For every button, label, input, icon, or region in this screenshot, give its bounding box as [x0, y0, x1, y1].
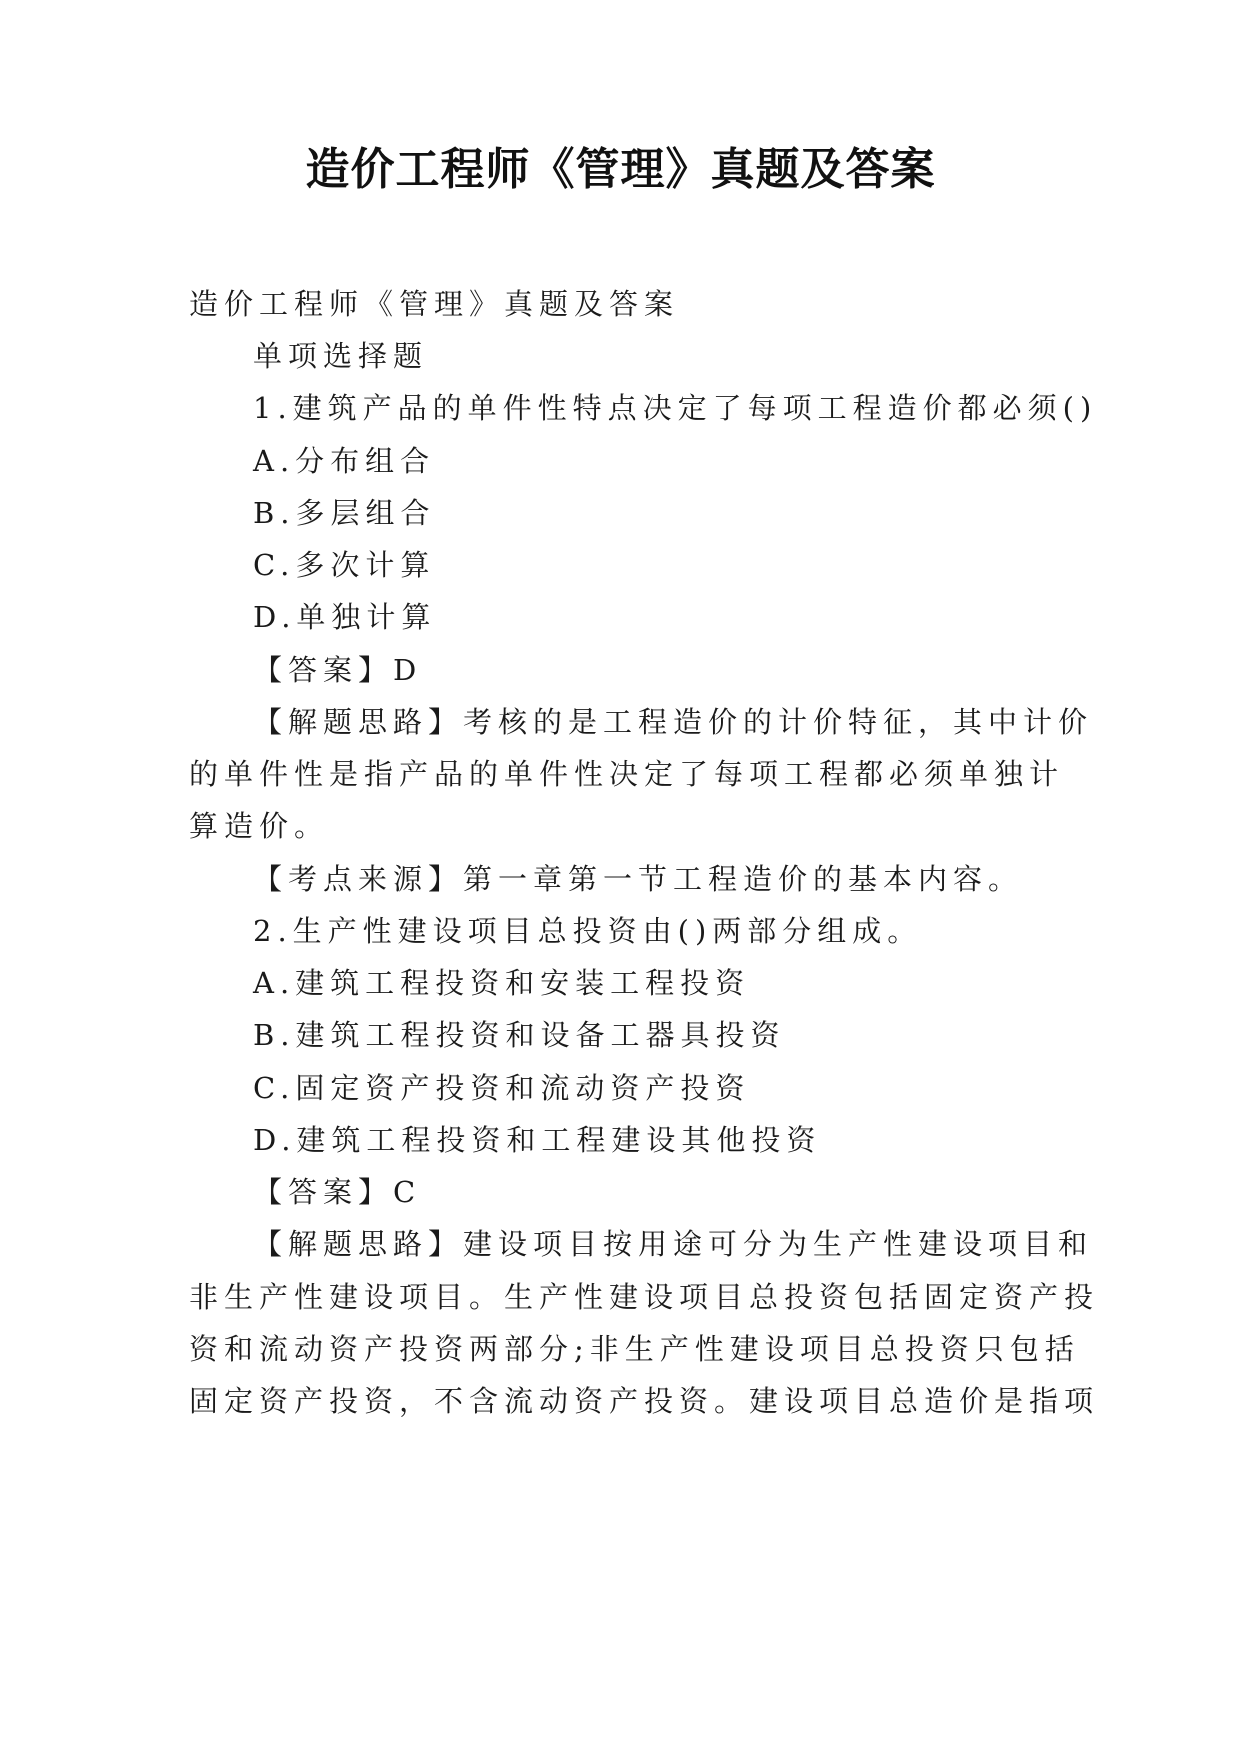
- question-1-option-d: D.单独计算: [253, 600, 437, 634]
- question-1-analysis-line: 【解题思路】考核的是工程造价的计价特征，其中计价: [253, 705, 1094, 739]
- question-2-option-c: C.固定资产投资和流动资产投资: [253, 1071, 751, 1105]
- question-1-answer: 【答案】D: [253, 653, 423, 687]
- question-2-option-b: B.建筑工程投资和设备工器具投资: [253, 1018, 786, 1052]
- question-1-analysis-line: 的单件性是指产品的单件性决定了每项工程都必须单独计: [189, 757, 1065, 791]
- question-2-option-d: D.建筑工程投资和工程建设其他投资: [253, 1123, 822, 1157]
- question-2-answer: 【答案】C: [253, 1175, 422, 1209]
- question-2-analysis-line: 资和流动资产投资两部分;非生产性建设项目总投资只包括: [189, 1332, 1080, 1366]
- question-1-option-c: C.多次计算: [253, 548, 436, 582]
- question-1-stem: 1.建筑产品的单件性特点决定了每项工程造价都必须(): [253, 391, 1098, 425]
- question-2-option-a: A.建筑工程投资和安装工程投资: [253, 966, 751, 1000]
- question-1-analysis-line: 算造价。: [189, 809, 330, 843]
- question-2-analysis-line: 非生产性建设项目。生产性建设项目总投资包括固定资产投: [189, 1280, 1100, 1314]
- question-1-source: 【考点来源】第一章第一节工程造价的基本内容。: [253, 862, 1024, 896]
- question-1-option-b: B.多层组合: [253, 496, 436, 530]
- document-subtitle: 造价工程师《管理》真题及答案: [189, 287, 680, 321]
- question-1-option-a: A.分布组合: [253, 444, 436, 478]
- question-2-stem: 2.生产性建设项目总投资由()两部分组成。: [253, 914, 923, 948]
- section-heading: 单项选择题: [253, 339, 429, 373]
- question-2-analysis-line: 【解题思路】建设项目按用途可分为生产性建设项目和: [253, 1227, 1094, 1261]
- question-2-analysis-line: 固定资产投资，不含流动资产投资。建设项目总造价是指项: [189, 1384, 1100, 1418]
- document-title: 造价工程师《管理》真题及答案: [305, 144, 936, 195]
